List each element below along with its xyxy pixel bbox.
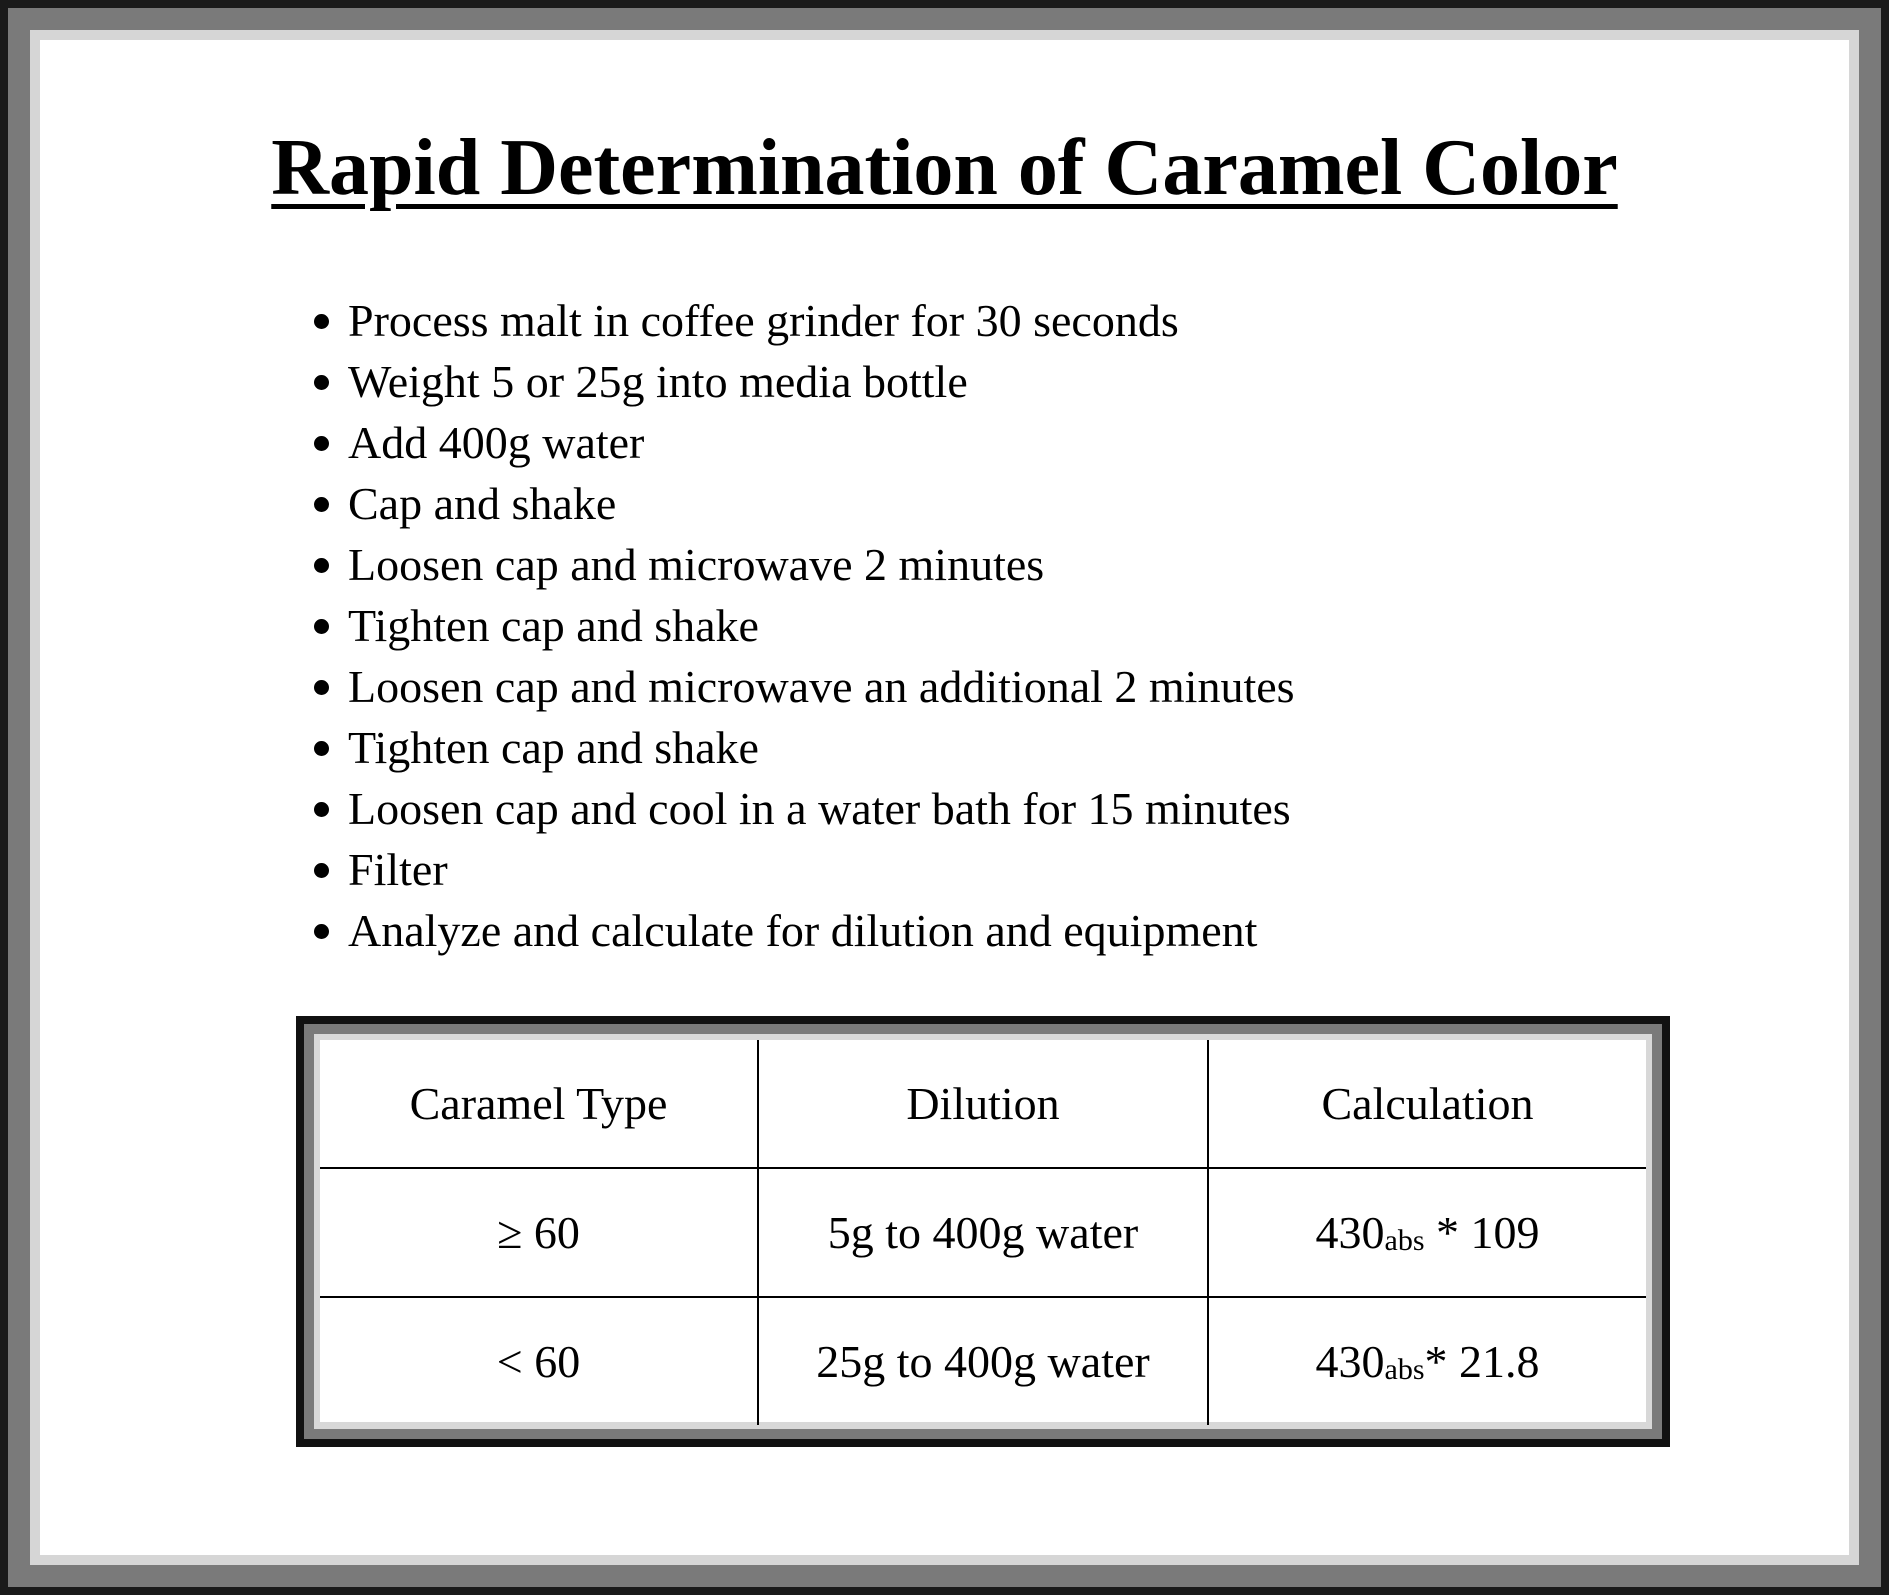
page-title-text: Rapid Determination of Caramel Color — [271, 124, 1618, 212]
calc-subscript: abs — [1384, 1224, 1425, 1257]
calc-value: 430 — [1315, 1336, 1385, 1387]
step-text: Loosen cap and microwave 2 minutes — [348, 539, 1045, 590]
table-row — [320, 1168, 1646, 1297]
cell-calculation — [1208, 1297, 1646, 1425]
header-calculation: Calculation — [1208, 1040, 1646, 1168]
bullet-icon — [314, 863, 329, 878]
bullet-icon — [314, 802, 329, 817]
cell-dilution: 25g to 400g water — [758, 1297, 1208, 1425]
step-text: Tighten cap and shake — [348, 722, 759, 773]
step-text: Tighten cap and shake — [348, 600, 759, 651]
step-text: Loosen cap and microwave an additional 2 minutes — [348, 661, 1295, 712]
dilution-table — [320, 1040, 1646, 1425]
list-item — [306, 839, 1295, 900]
page-title — [0, 124, 1889, 212]
list-item — [306, 473, 1295, 534]
list-item — [306, 351, 1295, 412]
bullet-icon — [314, 558, 329, 573]
list-item — [306, 595, 1295, 656]
calc-factor: * 109 — [1424, 1207, 1540, 1258]
list-item — [306, 290, 1295, 351]
list-item — [306, 900, 1295, 961]
cell-dilution: 5g to 400g water — [758, 1168, 1208, 1297]
table-header-row — [320, 1040, 1646, 1168]
step-text: Cap and shake — [348, 478, 617, 529]
bullet-icon — [314, 680, 329, 695]
cell-caramel-type: < 60 — [320, 1297, 758, 1425]
bullet-icon — [314, 436, 329, 451]
procedure-steps-list — [306, 290, 1295, 961]
bullet-icon — [314, 924, 329, 939]
list-item — [306, 778, 1295, 839]
list-item — [306, 656, 1295, 717]
step-text: Process malt in coffee grinder for 30 seconds — [348, 295, 1179, 346]
header-dilution: Dilution — [758, 1040, 1208, 1168]
list-item — [306, 412, 1295, 473]
bullet-icon — [314, 497, 329, 512]
cell-calculation — [1208, 1168, 1646, 1297]
step-text: Loosen cap and cool in a water bath for 15 minutes — [348, 783, 1291, 834]
step-text: Analyze and calculate for dilution and equipment — [348, 905, 1258, 956]
step-text: Filter — [348, 844, 448, 895]
calc-subscript: abs — [1384, 1353, 1425, 1386]
bullet-icon — [314, 314, 329, 329]
step-text: Add 400g water — [348, 417, 645, 468]
list-item — [306, 534, 1295, 595]
bullet-icon — [314, 375, 329, 390]
cell-caramel-type: ≥ 60 — [320, 1168, 758, 1297]
bullet-icon — [314, 741, 329, 756]
calc-value: 430 — [1315, 1207, 1385, 1258]
calc-factor: * 21.8 — [1424, 1336, 1540, 1387]
list-item — [306, 717, 1295, 778]
header-caramel-type: Caramel Type — [409, 1078, 668, 1129]
table-row — [320, 1297, 1646, 1425]
bullet-icon — [314, 619, 329, 634]
step-text: Weight 5 or 25g into media bottle — [348, 356, 968, 407]
